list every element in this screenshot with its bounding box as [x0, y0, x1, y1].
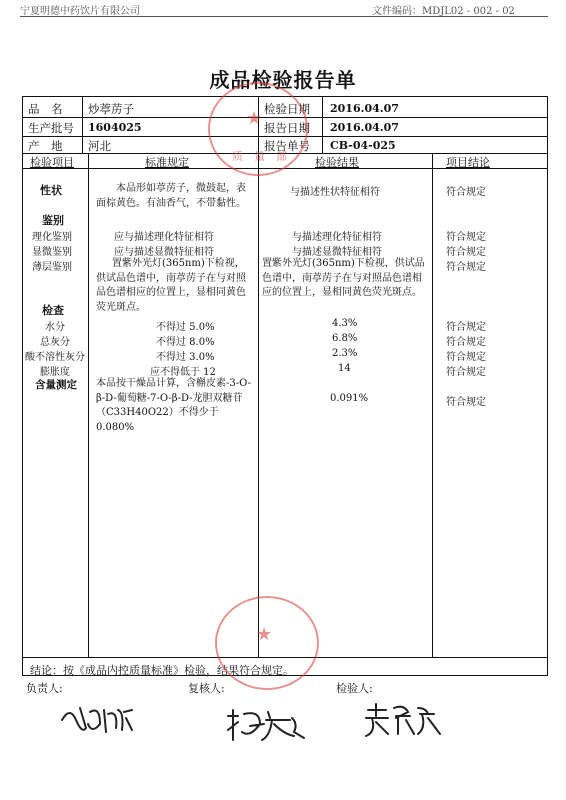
assay-standard: 本品按干燥品计算，含槲皮素-3-O-β-D-葡萄糖-7-O-β-D-龙胆双糖苷（C33H40O22）不得少于0.080% [96, 378, 252, 433]
id-row-item: 理化鉴别 [32, 232, 72, 243]
insp-row-item: 总灰分 [40, 337, 70, 348]
inspection-heading: 检查 [42, 304, 64, 317]
insp-row-standard: 应不得低于 12 [150, 367, 216, 378]
seal-star-icon: ★ [246, 108, 263, 129]
id-row-item: 薄层鉴别 [32, 262, 72, 273]
col-divider [82, 96, 83, 153]
insp-row-result: 4.3% [332, 318, 358, 329]
report-no-value: CB-04-025 [330, 139, 396, 152]
check-date-label: 检验日期 [264, 102, 310, 116]
insp-row-standard: 不得过 5.0% [156, 322, 215, 333]
id-row-result: 置紫外光灯(365nm)下检视，供试品色谱中，南葶苈子在与对照品色谱相应的位置上，显相同黄色荧光斑点。 [262, 258, 425, 298]
insp-row-result: 6.8% [332, 333, 358, 344]
reviewer-signature [222, 702, 312, 744]
character-heading: 性状 [40, 184, 62, 197]
id-row-standard: 应与描述理化特征相符 [114, 232, 214, 243]
insp-row-conclusion: 符合规定 [446, 337, 486, 348]
reviewer-label: 复核人: [188, 682, 225, 695]
identification-heading: 鉴别 [42, 214, 64, 227]
character-standard: 本品形如葶苈子，微鼓起，表面棕黄色。有油香气，不带黏性。 [96, 183, 246, 209]
report-date-label: 报告日期 [264, 121, 310, 135]
col-divider [88, 153, 89, 657]
insp-row-standard: 不得过 3.0% [156, 352, 215, 363]
batch-value: 1604025 [88, 121, 142, 134]
col-divider [258, 96, 259, 657]
check-date-value: 2016.04.07 [330, 102, 399, 115]
insp-row-result: 14 [338, 363, 351, 374]
name-value: 炒葶苈子 [88, 102, 134, 116]
assay-item: 含量测定 [35, 379, 77, 391]
id-row-conclusion: 符合规定 [446, 247, 486, 258]
id-row-item: 显微鉴别 [32, 247, 72, 258]
origin-value: 河北 [88, 139, 111, 153]
col-header-result: 检验结果 [315, 156, 359, 169]
id-row-standard: 应与描述显微特征相符 [114, 247, 214, 258]
insp-row-conclusion: 符合规定 [446, 367, 486, 378]
insp-row-item: 膨胀度 [40, 367, 70, 378]
insp-row-conclusion: 符合规定 [446, 322, 486, 333]
id-row-conclusion: 符合规定 [446, 232, 486, 243]
inspector-label: 检验人: [336, 682, 373, 695]
col-header-conclusion: 项目结论 [446, 156, 490, 169]
company-header: 宁夏明德中药饮片有限公司 [20, 6, 140, 17]
report-title: 成品检验报告单 [209, 68, 357, 92]
character-conclusion: 符合规定 [446, 187, 486, 198]
col-header-item: 检验项目 [30, 156, 74, 169]
col-header-standard: 标准规定 [145, 156, 189, 169]
responsible-signature [58, 700, 138, 740]
header-rule [20, 16, 548, 17]
batch-label: 生产批号 [28, 121, 74, 135]
responsible-label: 负责人: [26, 682, 63, 695]
col-divider [432, 153, 433, 657]
assay-result: 0.091% [330, 393, 369, 404]
insp-row-item: 水分 [45, 322, 65, 333]
conclusion-statement: 结论：按《成品内控质量标准》检验，结果符合规定。 [30, 664, 294, 677]
id-row-conclusion: 符合规定 [446, 262, 486, 273]
seal-text: 质 量 部 [232, 150, 287, 163]
name-label: 品 名 [28, 102, 63, 116]
report-no-label: 报告单号 [264, 139, 310, 153]
origin-label: 产 地 [28, 139, 63, 153]
insp-row-result: 2.3% [332, 348, 358, 359]
document-number: 文件编码：MDJL02 - 002 - 02 [372, 6, 515, 17]
inspector-signature [362, 700, 446, 740]
id-row-standard: 置紫外光灯(365nm)下检视，供试品色谱中，南葶苈子在与对照品色谱相应的位置上，显相同黄色荧光斑点。 [96, 258, 246, 313]
insp-row-standard: 不得过 8.0% [156, 337, 215, 348]
col-divider [322, 96, 323, 153]
assay-conclusion: 符合规定 [446, 397, 486, 408]
seal-star-icon: ★ [256, 624, 273, 645]
character-result: 与描述性状特征相符 [290, 187, 380, 198]
insp-row-item: 酸不溶性灰分 [25, 352, 85, 363]
id-row-result: 与描述显微特征相符 [292, 247, 382, 258]
insp-row-conclusion: 符合规定 [446, 352, 486, 363]
id-row-result: 与描述理化特征相符 [292, 232, 382, 243]
report-date-value: 2016.04.07 [330, 121, 399, 134]
